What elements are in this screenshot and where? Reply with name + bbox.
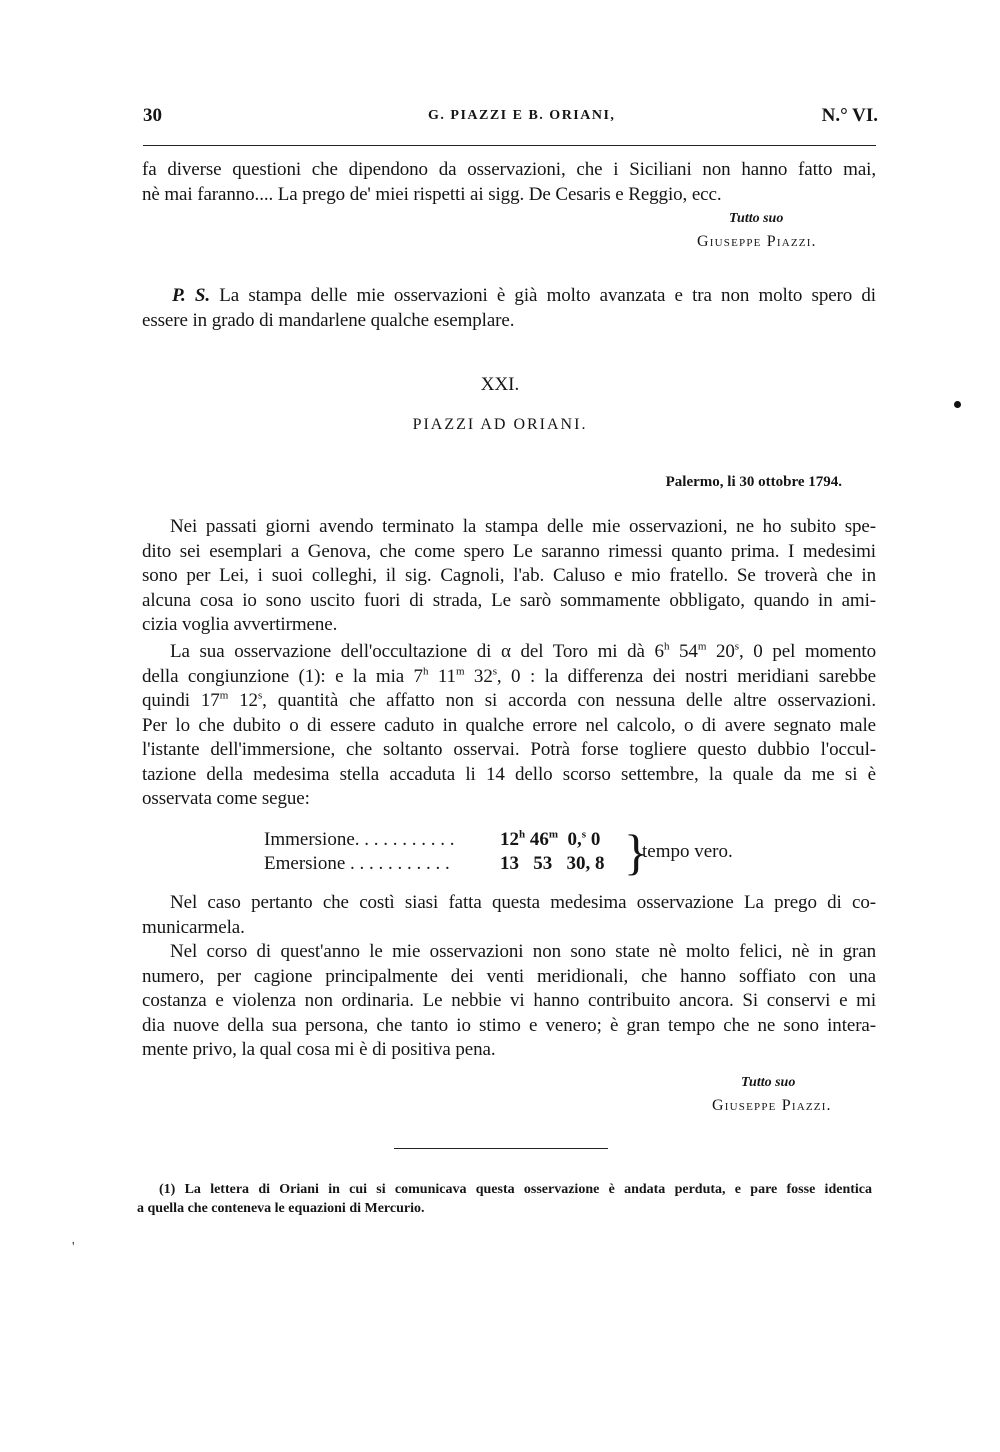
row-label: Emersione . . . . . . . . . . .	[264, 853, 450, 874]
text-line	[142, 284, 876, 309]
ps-label: P. S.	[172, 285, 211, 306]
text-line: cizia voglia avvertirmene.	[142, 614, 338, 635]
footnote-rule	[394, 1148, 608, 1149]
footnote	[137, 1180, 872, 1218]
text-line: Nei passati giorni avendo terminato la stampa delle mie osservazioni, ne ho subito spe-	[170, 516, 876, 537]
text-line: Per lo che dubito o di essere caduto in qualche errore nel calcolo, o di avere segnato male	[142, 714, 876, 736]
text-line: essere in grado di mandarlene qualche esemplare.	[142, 309, 515, 331]
section-number: XXI.	[480, 374, 520, 395]
page-number: 30	[143, 105, 162, 126]
text-line: (1) La lettera di Oriani in cui si comunicava questa osservazione è andata perduta, e pare fosse identica	[159, 1182, 872, 1197]
row-label: Immersione. . . . . . . . . . .	[264, 829, 455, 850]
issue-number: N.° VI.	[821, 105, 878, 126]
brace-symbol: }	[624, 824, 648, 880]
dateline: Palermo, li 30 ottobre 1794.	[665, 474, 842, 490]
table-note: tempo vero.	[642, 841, 733, 862]
text-line: Nel corso di quest'anno le mie osservazioni non sono state nè molto felici, nè in gran	[170, 941, 876, 962]
signature-greeting: Tutto suo	[729, 211, 784, 226]
section-title: PIAZZI AD ORIANI.	[412, 416, 588, 433]
ps-text: La stampa delle mie osservazioni è già molto avanzata e tra non molto spero di	[219, 285, 876, 306]
paragraph-1	[142, 515, 876, 638]
top-paragraph	[142, 158, 876, 207]
text-line: a quella che conteneva le equazioni di Mercurio.	[137, 1201, 425, 1216]
text-line: numero, per cagione principalmente dei venti meridionali, che hanno soffiato con una	[142, 965, 876, 987]
row-value: 12$^h$ 46$^m$ 0,$^s$ 0	[500, 828, 601, 850]
running-header	[143, 105, 878, 133]
ink-mark: '	[72, 1240, 75, 1255]
text-line: fa diverse questioni che dipendono da osservazioni, che i Siciliani non hanno fatto mai,	[142, 159, 876, 180]
paragraph-4	[142, 940, 876, 1063]
text-line: municarmela.	[142, 916, 245, 938]
paragraph-2	[142, 640, 876, 812]
text-line: Nel caso pertanto che costì siasi fatta questa medesima osservazione La prego di co-	[170, 892, 876, 913]
signature-name: Giuseppe Piazzi.	[697, 233, 817, 250]
running-title: G. PIAZZI E B. ORIANI,	[428, 108, 616, 123]
text-line: mente privo, la qual cosa mi è di positiva pena.	[142, 1039, 496, 1060]
row-value: 13 53 30, 8	[500, 853, 605, 874]
text-line: La sua osservazione dell'occultazione di α del Toro mi dà 6$^h$ 54$^m$ 20$^s$, 0 pel momento	[170, 640, 877, 662]
signature-greeting: Tutto suo	[741, 1075, 796, 1090]
postscript	[142, 284, 876, 333]
text-line: osservata come segue:	[142, 788, 310, 809]
text-line: della congiunzione (1): e la mia 7$^h$ 11$^m$ 32$^s$, 0 : la differenza dei nostri meridiani sarebbe	[142, 665, 877, 687]
text-line: nè mai faranno.... La prego de' miei rispetti ai sigg. De Cesaris e Reggio, ecc.	[142, 183, 722, 205]
text-line: costanza e violenza non ordinaria. Le nebbie vi hanno contribuito ancora. Si conservi e mi	[142, 990, 876, 1011]
text-line: dia nuove della sua persona, che tanto io stimo e venero; è gran tempo che ne sono intera-	[142, 1014, 876, 1036]
text-line: l'istante dell'immersione, che soltanto osservai. Potrà forse togliere questo dubbio l'occul-	[142, 739, 876, 760]
text-line: dito sei esemplari a Genova, che come spero Le saranno rimessi quanto prima. I medesimi	[142, 540, 876, 562]
text-line: quindi 17$^m$ 12$^s$, quantità che affatto non si accorda con nessuna delle altre osservazioni.	[142, 689, 876, 711]
ink-spot	[954, 401, 961, 408]
text-line: alcuna cosa io sono uscito fuori di strada, Le sarò sommamente obbligato, quando in ami-	[142, 589, 876, 611]
paragraph-3	[142, 891, 876, 940]
text-line: tazione della medesima stella accaduta li 14 dello scorso settembre, la quale da me si è	[142, 763, 876, 785]
header-rule	[143, 145, 876, 146]
signature-name: Giuseppe Piazzi.	[712, 1097, 832, 1114]
text-line: sono per Lei, i suoi colleghi, il sig. Cagnoli, l'ab. Caluso e mio fratello. Se troverà che in	[142, 565, 876, 586]
